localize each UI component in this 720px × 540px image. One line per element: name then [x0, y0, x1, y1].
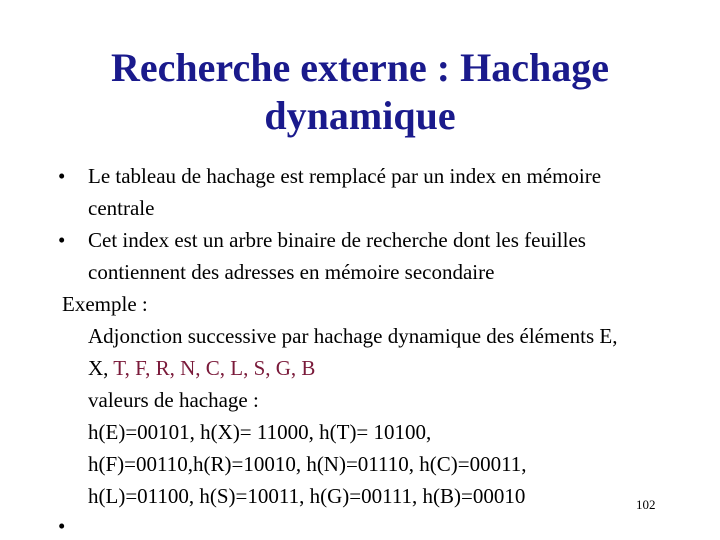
- bullet-item: [0, 160, 720, 224]
- title-line-2: dynamique: [264, 93, 456, 138]
- element-sequence: [0, 352, 720, 384]
- bullet-text-line: Cet index est un arbre binaire de recherche dont les feuilles: [88, 228, 586, 252]
- hash-line: h(L)=01100, h(S)=10011, h(G)=00111, h(B)=00010: [88, 484, 526, 508]
- page-number: 102: [636, 497, 656, 512]
- sequence-first: X,: [88, 356, 109, 380]
- sequence-highlighted: T, F, R, N, C, L, S, G, B: [113, 356, 316, 380]
- bullet-text-line: contiennent des adresses en mémoire secondaire: [88, 260, 495, 284]
- empty-bullet-icon: •: [58, 514, 66, 538]
- bullet-icon: •: [58, 164, 66, 188]
- slide-body: [0, 160, 720, 512]
- bullet-item: [0, 224, 720, 288]
- hash-line: h(F)=00110,h(R)=10010, h(N)=01110, h(C)=00011,: [88, 452, 527, 476]
- hash-line: h(E)=00101, h(X)= 11000, h(T)= 10100,: [88, 420, 432, 444]
- title-line-1: Recherche externe : Hachage: [111, 45, 609, 90]
- bullet-text-line: Le tableau de hachage est remplacé par un index en mémoire: [88, 164, 602, 188]
- bullet-icon: •: [58, 228, 66, 252]
- adjonction-line: Adjonction successive par hachage dynamique des éléments E,: [88, 324, 618, 348]
- example-label: Exemple :: [62, 292, 148, 316]
- slide-title: [0, 44, 720, 140]
- bullet-text-line: centrale: [88, 196, 155, 220]
- valeurs-label: valeurs de hachage :: [88, 388, 259, 412]
